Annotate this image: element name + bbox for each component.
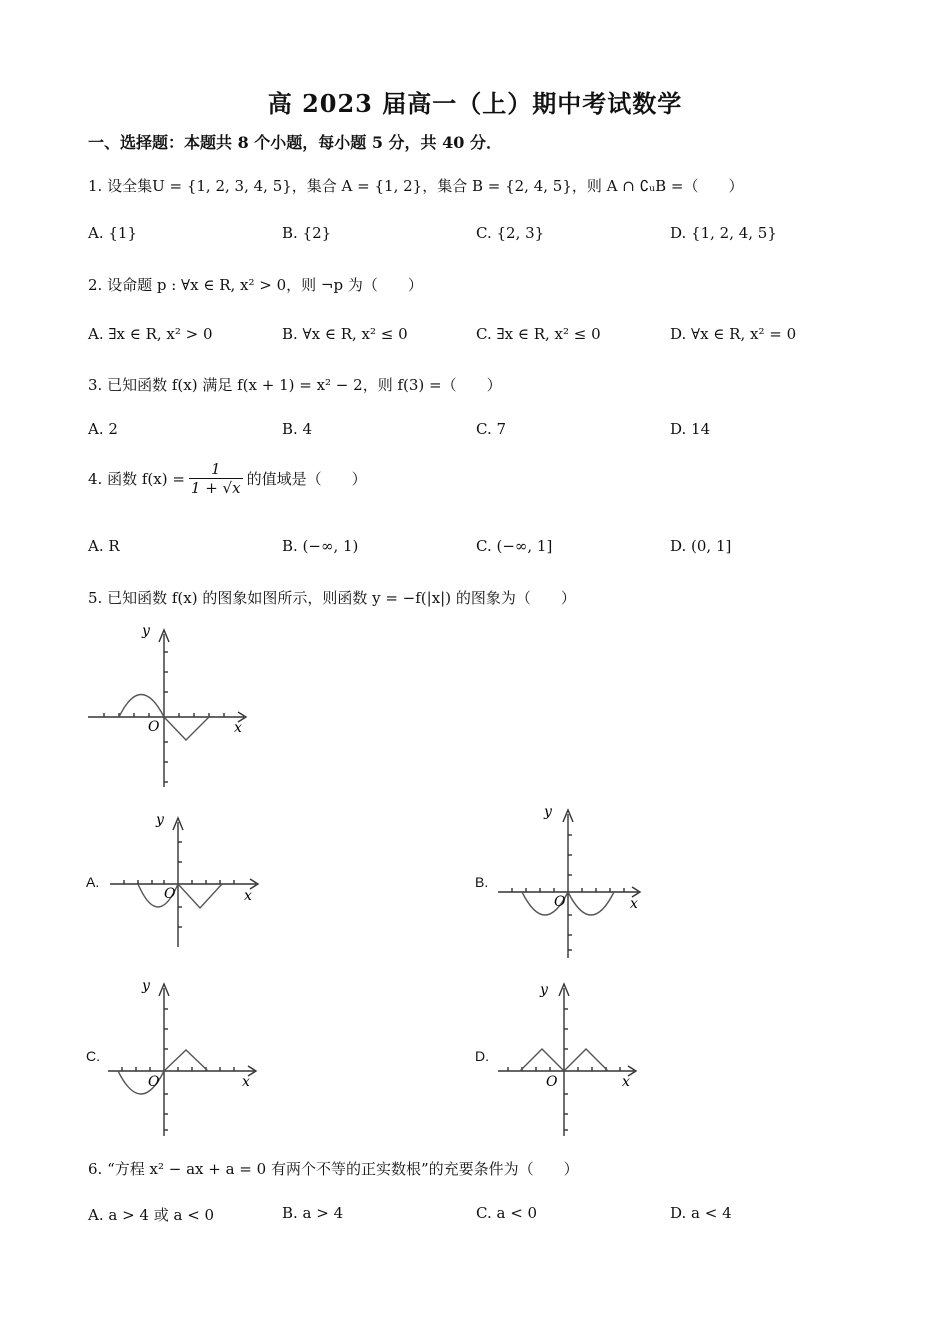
q2-option-a: A. ∃x ∈ R, x² > 0 [88, 325, 213, 343]
q3-option-b: B. 4 [282, 420, 313, 438]
q6-option-c: C. a < 0 [476, 1204, 538, 1222]
q3-option-c: C. 7 [476, 420, 507, 438]
q6-option-b: B. a > 4 [282, 1204, 344, 1222]
q4-stem-prefix: 4. 函数 f(x) = [88, 470, 185, 488]
y-axis-label: y [540, 982, 548, 998]
q2-option-b: B. ∀x ∈ R, x² ≤ 0 [282, 325, 408, 343]
q2-option-c: C. ∃x ∈ R, x² ≤ 0 [476, 325, 601, 343]
y-axis-label: y [156, 812, 164, 828]
q5-original-graph [84, 622, 254, 792]
q4-option-d: D. (0, 1] [670, 537, 732, 555]
q6-option-a: A. a > 4 或 a < 0 [88, 1206, 215, 1224]
q4-fraction [189, 460, 243, 497]
x-axis-label: x [234, 720, 242, 736]
x-axis-label: x [630, 896, 638, 912]
q2-option-d: D. ∀x ∈ R, x² = 0 [670, 325, 797, 343]
q1-option-a: A. {1} [88, 224, 137, 242]
origin-label: O [148, 1074, 160, 1090]
q1-option-b: B. {2} [282, 224, 332, 242]
q5-option-c-label: C. [86, 1048, 100, 1064]
q5-option-a-label: A. [86, 874, 100, 890]
x-axis-label: x [242, 1074, 250, 1090]
question-4-stem [88, 460, 367, 497]
origin-label: O [164, 886, 176, 902]
section-heading: 一、选择题：本题共 8 个小题，每小题 5 分，共 40 分． [88, 133, 502, 152]
x-axis-label: x [244, 888, 252, 904]
q5-option-d-label: D. [475, 1048, 489, 1064]
q5-option-b-graph [494, 800, 654, 965]
q4-fraction-denominator: 1 + √x [190, 479, 241, 497]
y-axis-label: y [142, 978, 150, 994]
x-axis-label: x [622, 1074, 630, 1090]
question-3-stem: 3. 已知函数 f(x) 满足 f(x + 1) = x² − 2，则 f(3) =（ ） [88, 376, 502, 394]
q4-option-b: B. (−∞, 1) [282, 537, 359, 555]
q1-option-c: C. {2, 3} [476, 224, 545, 242]
question-6-stem: 6. “方程 x² − ax + a = 0 有两个不等的正实数根”的充要条件为（ ） [88, 1160, 579, 1178]
page-title: 高 2023 届高一（上）期中考试数学 [267, 89, 683, 118]
q5-option-d-graph [494, 974, 654, 1139]
q4-fraction-numerator: 1 [189, 460, 243, 479]
curve-right-v [164, 717, 209, 740]
q3-option-d: D. 14 [670, 420, 711, 438]
y-axis-label: y [142, 623, 150, 639]
question-2-stem: 2. 设命题 p : ∀x ∈ R, x² > 0，则 ¬p 为（ ） [88, 276, 423, 294]
q4-option-c: C. (−∞, 1] [476, 537, 553, 555]
origin-label: O [554, 894, 566, 910]
question-5-stem: 5. 已知函数 f(x) 的图象如图所示，则函数 y = −f(|x|) 的图象为（ ） [88, 589, 576, 607]
q4-option-a: A. R [88, 537, 120, 555]
question-1-stem: 1. 设全集U = {1, 2, 3, 4, 5}，集合 A = {1, 2}，集合 B = {2, 4, 5}，则 A ∩ ∁ᵤB =（ ） [88, 177, 744, 195]
q6-option-d: D. a < 4 [670, 1204, 732, 1222]
y-axis-label: y [544, 804, 552, 820]
origin-label: O [546, 1074, 558, 1090]
q3-option-a: A. 2 [88, 420, 118, 438]
q5-option-c-graph [104, 974, 264, 1139]
curve-left-arc [119, 695, 164, 718]
q1-option-d: D. {1, 2, 4, 5} [670, 224, 777, 242]
origin-label: O [148, 719, 160, 735]
q4-stem-suffix: 的值域是（ ） [246, 470, 367, 488]
q5-option-a-graph [106, 812, 266, 952]
q5-option-b-label: B. [475, 874, 489, 890]
